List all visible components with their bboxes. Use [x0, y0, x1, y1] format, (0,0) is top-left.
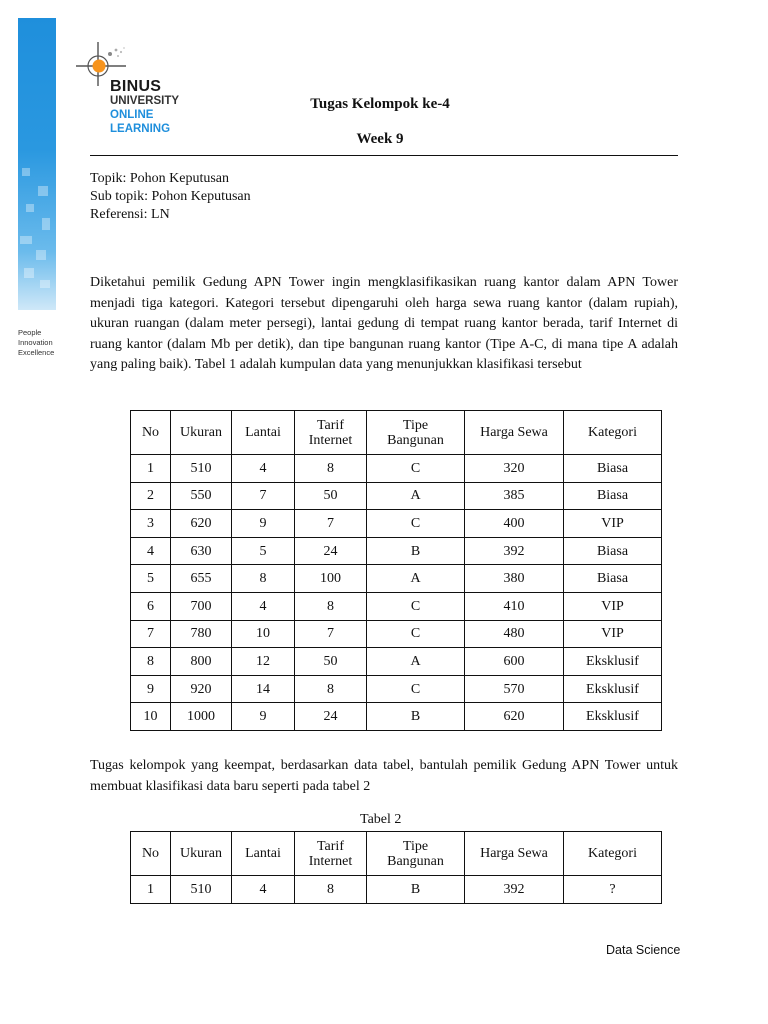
table-cell: C [367, 675, 465, 703]
table-cell: 4 [232, 876, 295, 904]
table-header-cell: Ukuran [171, 411, 232, 455]
sidebar-tagline [18, 328, 88, 358]
table-cell: 920 [171, 675, 232, 703]
table-cell: 3 [131, 510, 171, 538]
table-cell: 570 [465, 675, 564, 703]
data-table-1 [130, 410, 662, 731]
meta-topik: Topik: Pohon Keputusan [90, 171, 230, 186]
table-cell: 2 [131, 482, 171, 510]
table-cell: 9 [131, 675, 171, 703]
table-header-cell: No [131, 411, 171, 455]
footer-label: Data Science [606, 943, 681, 957]
table-cell: B [367, 876, 465, 904]
table-cell: 600 [465, 648, 564, 676]
table-cell: B [367, 537, 465, 565]
logo-binus: BINUS [110, 78, 162, 95]
table-cell: Eksklusif [564, 675, 662, 703]
table-cell: 14 [232, 675, 295, 703]
table-cell: 7 [131, 620, 171, 648]
table-row [131, 648, 662, 676]
table-cell: 8 [295, 876, 367, 904]
table-row [131, 703, 662, 731]
table-header-cell: Ukuran [171, 832, 232, 876]
table-cell: 12 [232, 648, 295, 676]
table-cell: 480 [465, 620, 564, 648]
table-cell: 1 [131, 876, 171, 904]
table-cell: A [367, 648, 465, 676]
table-cell: 7 [232, 482, 295, 510]
header-divider [90, 155, 678, 156]
table-cell: 10 [232, 620, 295, 648]
logo-online: ONLINE [110, 109, 154, 121]
table-row [131, 620, 662, 648]
table-cell: 655 [171, 565, 232, 593]
table-cell: 4 [232, 592, 295, 620]
table-cell: Biasa [564, 537, 662, 565]
table-cell: 800 [171, 648, 232, 676]
table-cell: 24 [295, 703, 367, 731]
table-row [131, 482, 662, 510]
table-cell: VIP [564, 510, 662, 538]
table-cell: 392 [465, 876, 564, 904]
table-header-cell: No [131, 832, 171, 876]
page-subtitle-week: Week 9 [356, 131, 404, 147]
table-cell: 510 [171, 876, 232, 904]
table-header-cell: Lantai [232, 411, 295, 455]
table-header-cell: Kategori [564, 411, 662, 455]
table-header-cell: Lantai [232, 832, 295, 876]
data-table-2 [130, 831, 662, 904]
page-title: Tugas Kelompok ke-4 [310, 96, 450, 112]
table-cell: 1 [131, 455, 171, 483]
table-row [131, 876, 662, 904]
table-cell: 50 [295, 648, 367, 676]
table-cell: 510 [171, 455, 232, 483]
table-cell: 5 [131, 565, 171, 593]
table-cell: 320 [465, 455, 564, 483]
table-cell: Eksklusif [564, 703, 662, 731]
table-cell: 7 [295, 510, 367, 538]
logo-university: UNIVERSITY [110, 95, 180, 107]
table-cell: Eksklusif [564, 648, 662, 676]
meta-sub-topik: Sub topik: Pohon Keputusan [90, 189, 251, 204]
table-cell: A [367, 482, 465, 510]
table-cell: 7 [295, 620, 367, 648]
table-cell: VIP [564, 620, 662, 648]
table-cell: 380 [465, 565, 564, 593]
table-cell: 8 [232, 565, 295, 593]
tagline-line: Excellence [18, 348, 55, 357]
table-cell: ? [564, 876, 662, 904]
table-cell: B [367, 703, 465, 731]
table-cell: 630 [171, 537, 232, 565]
table-cell: 24 [295, 537, 367, 565]
table-cell: Biasa [564, 565, 662, 593]
logo-learning: LEARNING [110, 123, 171, 135]
table-cell: 620 [171, 510, 232, 538]
table-cell: 392 [465, 537, 564, 565]
table-cell: 550 [171, 482, 232, 510]
table-header-cell: Kategori [564, 832, 662, 876]
meta-referensi: Referensi: LN [90, 207, 170, 222]
tagline-line: Innovation [18, 338, 53, 347]
table-cell: 10 [131, 703, 171, 731]
table-cell: C [367, 455, 465, 483]
tagline-line: People [18, 328, 42, 337]
table-cell: 100 [295, 565, 367, 593]
table-cell: 9 [232, 703, 295, 731]
table-cell: 4 [232, 455, 295, 483]
table-cell: C [367, 510, 465, 538]
table-row [131, 592, 662, 620]
table-header-row [131, 411, 662, 455]
table-header-cell: Tipe Bangunan [367, 411, 465, 455]
table-cell: 1000 [171, 703, 232, 731]
table-cell: 4 [131, 537, 171, 565]
table-cell: 400 [465, 510, 564, 538]
table-cell: 8 [131, 648, 171, 676]
table-cell: 9 [232, 510, 295, 538]
table-cell: 5 [232, 537, 295, 565]
table-cell: Biasa [564, 455, 662, 483]
sidebar-decorative-strip [18, 18, 56, 310]
table-row [131, 675, 662, 703]
table-cell: 700 [171, 592, 232, 620]
logo-wordmark [110, 80, 179, 136]
table-cell: 780 [171, 620, 232, 648]
table-header-cell: Harga Sewa [465, 411, 564, 455]
table-cell: 410 [465, 592, 564, 620]
intro-paragraph: Diketahui pemilik Gedung APN Tower ingin mengklasifikasikan ruang kantor dalam APN Tower menjadi tiga kategori. Kategori tersebut dipengaruhi oleh harga sewa ruang kantor (dalam rupiah), ukuran ruangan (dalam meter persegi), lantai gedung di tempat ruang kantor berada, tarif Internet di ruang kantor (dalam Mb per detik), dan tipe bangunan ruang kantor (Tipe A-C, di mana tipe A adalah yang paling baik). Tabel 1 adalah kumpulan data yang menunjukkan klasifikasi tersebut [90, 275, 678, 372]
table-2-caption: Tabel 2 [360, 812, 402, 827]
table-header-cell: Tipe Bangunan [367, 832, 465, 876]
table-cell: VIP [564, 592, 662, 620]
table-cell: C [367, 620, 465, 648]
table-header-cell: Harga Sewa [465, 832, 564, 876]
table-row [131, 537, 662, 565]
meta-block [90, 170, 251, 224]
task-paragraph: Tugas kelompok yang keempat, berdasarkan data tabel, bantulah pemilik Gedung APN Tower untuk membuat klasifikasi data baru seperti pada tabel 2 [90, 758, 678, 794]
table-row [131, 510, 662, 538]
table-header-row [131, 832, 662, 876]
table-cell: 385 [465, 482, 564, 510]
table-cell: 8 [295, 592, 367, 620]
table-row [131, 565, 662, 593]
table-cell: Biasa [564, 482, 662, 510]
table-row [131, 455, 662, 483]
table-cell: 8 [295, 675, 367, 703]
table-cell: 8 [295, 455, 367, 483]
table-cell: 620 [465, 703, 564, 731]
table-header-cell: Tarif Internet [295, 832, 367, 876]
table-cell: C [367, 592, 465, 620]
table-cell: A [367, 565, 465, 593]
table-header-cell: Tarif Internet [295, 411, 367, 455]
table-cell: 50 [295, 482, 367, 510]
table-cell: 6 [131, 592, 171, 620]
